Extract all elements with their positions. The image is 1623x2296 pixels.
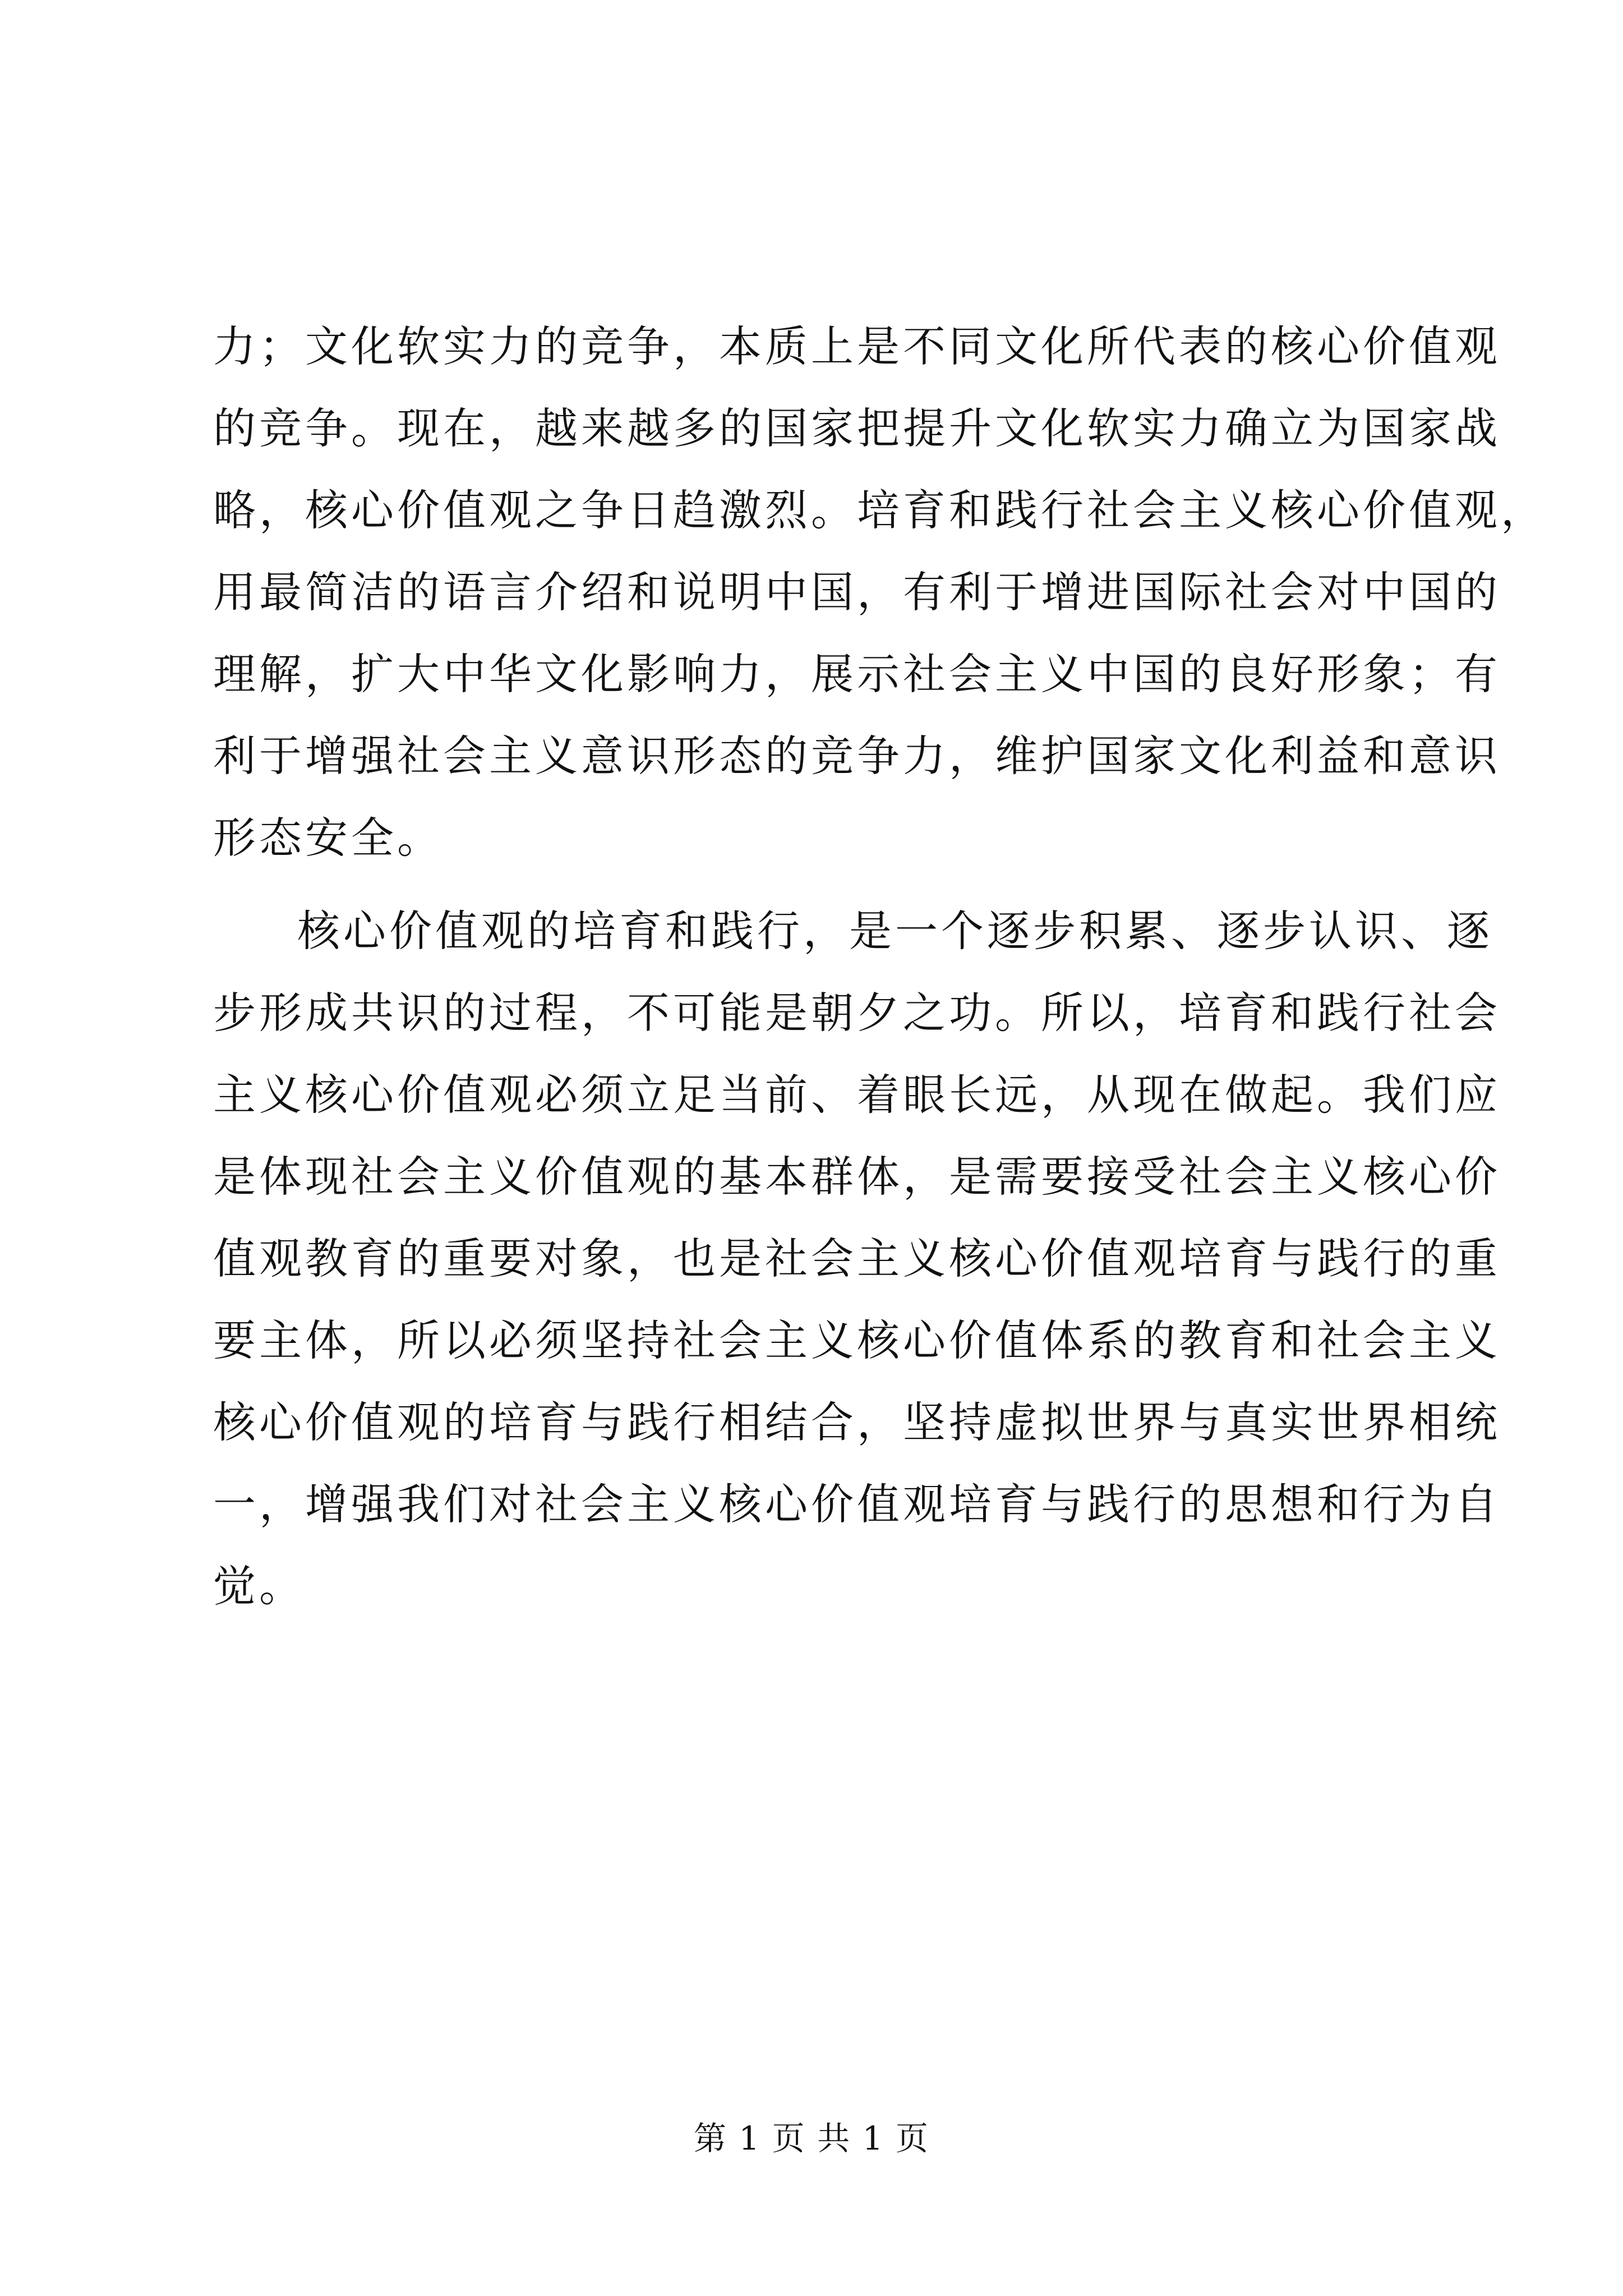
paragraph-1 [213,306,1547,879]
text-line: 核心价值观的培育与践行相结合，坚持虚拟世界与真实世界相统 [213,1397,1501,1447]
text-line: 觉。 [213,1561,305,1611]
text-line: 力；文化软实力的竞争，本质上是不同文化所代表的核心价值观 [213,321,1501,371]
text-line: 的竞争。现在，越来越多的国家把提升文化软实力确立为国家战 [213,403,1501,453]
text-line: 略，核心价值观之争日趋激烈。培育和践行社会主义核心价值观， [213,485,1547,535]
text-line: 形态安全。 [213,813,443,863]
text-line: 核心价值观的培育和践行，是一个逐步积累、逐步认识、逐 [297,906,1493,956]
page-number-footer: 第 1 页 共 1 页 [694,2119,929,2157]
text-line: 主义核心价值观必须立足当前、着眼长远，从现在做起。我们应 [213,1070,1501,1120]
text-line: 是体现社会主义价值观的基本群体，是需要接受社会主义核心价 [213,1152,1501,1202]
text-line: 利于增强社会主义意识形态的竞争力，维护国家文化利益和意识 [213,731,1501,781]
text-line: 要主体，所以必须坚持社会主义核心价值体系的教育和社会主义 [213,1315,1501,1365]
text-line: 值观教育的重要对象，也是社会主义核心价值观培育与践行的重 [213,1234,1501,1283]
document-body [213,306,1547,1627]
text-line: 步形成共识的过程，不可能是朝夕之功。所以，培育和践行社会 [213,988,1501,1038]
text-line: 一，增强我们对社会主义核心价值观培育与践行的思想和行为自 [213,1479,1501,1529]
text-line: 用最简洁的语言介绍和说明中国，有利于增进国际社会对中国的 [213,567,1501,617]
paragraph-2 [213,890,1501,1627]
text-line: 理解，扩大中华文化影响力，展示社会主义中国的良好形象；有 [213,649,1501,699]
